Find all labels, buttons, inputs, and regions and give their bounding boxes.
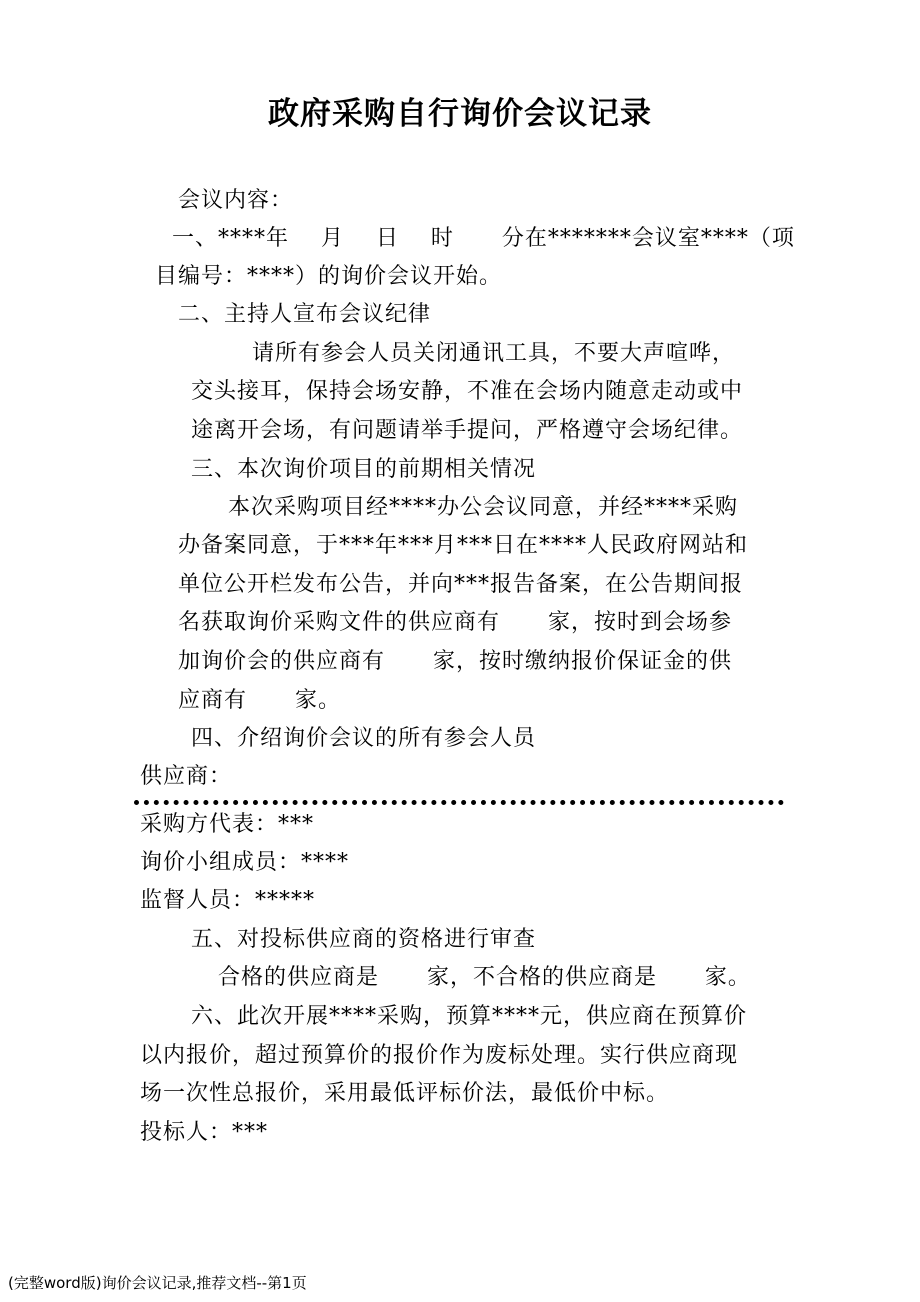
buyer-representative: 采购方代表：*** [140,812,315,837]
inquiry-panel-members: 询价小组成员：**** [140,850,350,875]
supervisors: 监督人员：***** [140,888,316,913]
section-5-heading: 五、对投标供应商的资格进行审查 [191,927,537,952]
supplier-label: 供应商： [140,764,233,789]
section-6-line-3: 场一次性总报价，采用最低评标价法，最低价中标。 [140,1081,670,1106]
section-3-line-4: 名获取询价采购文件的供应商有 家，按时到会场参 [178,610,732,635]
section-3-line-2: 办备案同意，于***年***月***日在****人民政府网站和 [178,533,749,558]
section-3-line-3: 单位公开栏发布公告，并向***报告备案，在公告期间报 [178,572,744,597]
section-3-line-6: 应商有 家。 [178,688,341,713]
section-1-line-2: 目编号：****）的询价会议开始。 [155,264,503,289]
section-6-line-2: 以内报价，超过预算价的报价作为废标处理。实行供应商现 [140,1043,739,1068]
dotted-separator [134,800,784,805]
section-4-heading: 四、介绍询价会议的所有参会人员 [191,726,537,751]
section-2-line-3: 途离开会场，有问题请举手提问，严格遵守会场纪律。 [191,418,744,443]
section-2-line-1: 请所有参会人员关闭通讯工具，不要大声喧哗， [252,341,736,366]
section-1-line-1: 一、****年 月 日 时 分在*******会议室****（项 [172,226,795,251]
section-2-heading: 二、主持人宣布会议纪律 [178,302,432,327]
section-5-line-1: 合格的供应商是 家，不合格的供应商是 家。 [218,965,751,990]
section-3-line-1: 本次采购项目经****办公会议同意，并经****采购 [228,495,739,520]
document-title: 政府采购自行询价会议记录 [268,96,652,132]
section-2-line-2: 交头接耳，保持会场安静，不准在会场内随意走动或中 [191,379,744,404]
bidder: 投标人：*** [140,1120,269,1145]
section-3-line-5: 加询价会的供应商有 家，按时缴纳报价保证金的供 [178,649,732,674]
section-6-line-1: 六、此次开展****采购，预算****元，供应商在预算价 [191,1004,748,1029]
page-footer: (完整word版)询价会议记录,推荐文档--第1页 [8,1274,307,1292]
section-3-heading: 三、本次询价项目的前期相关情况 [191,457,537,482]
meeting-content-label: 会议内容： [178,188,294,213]
